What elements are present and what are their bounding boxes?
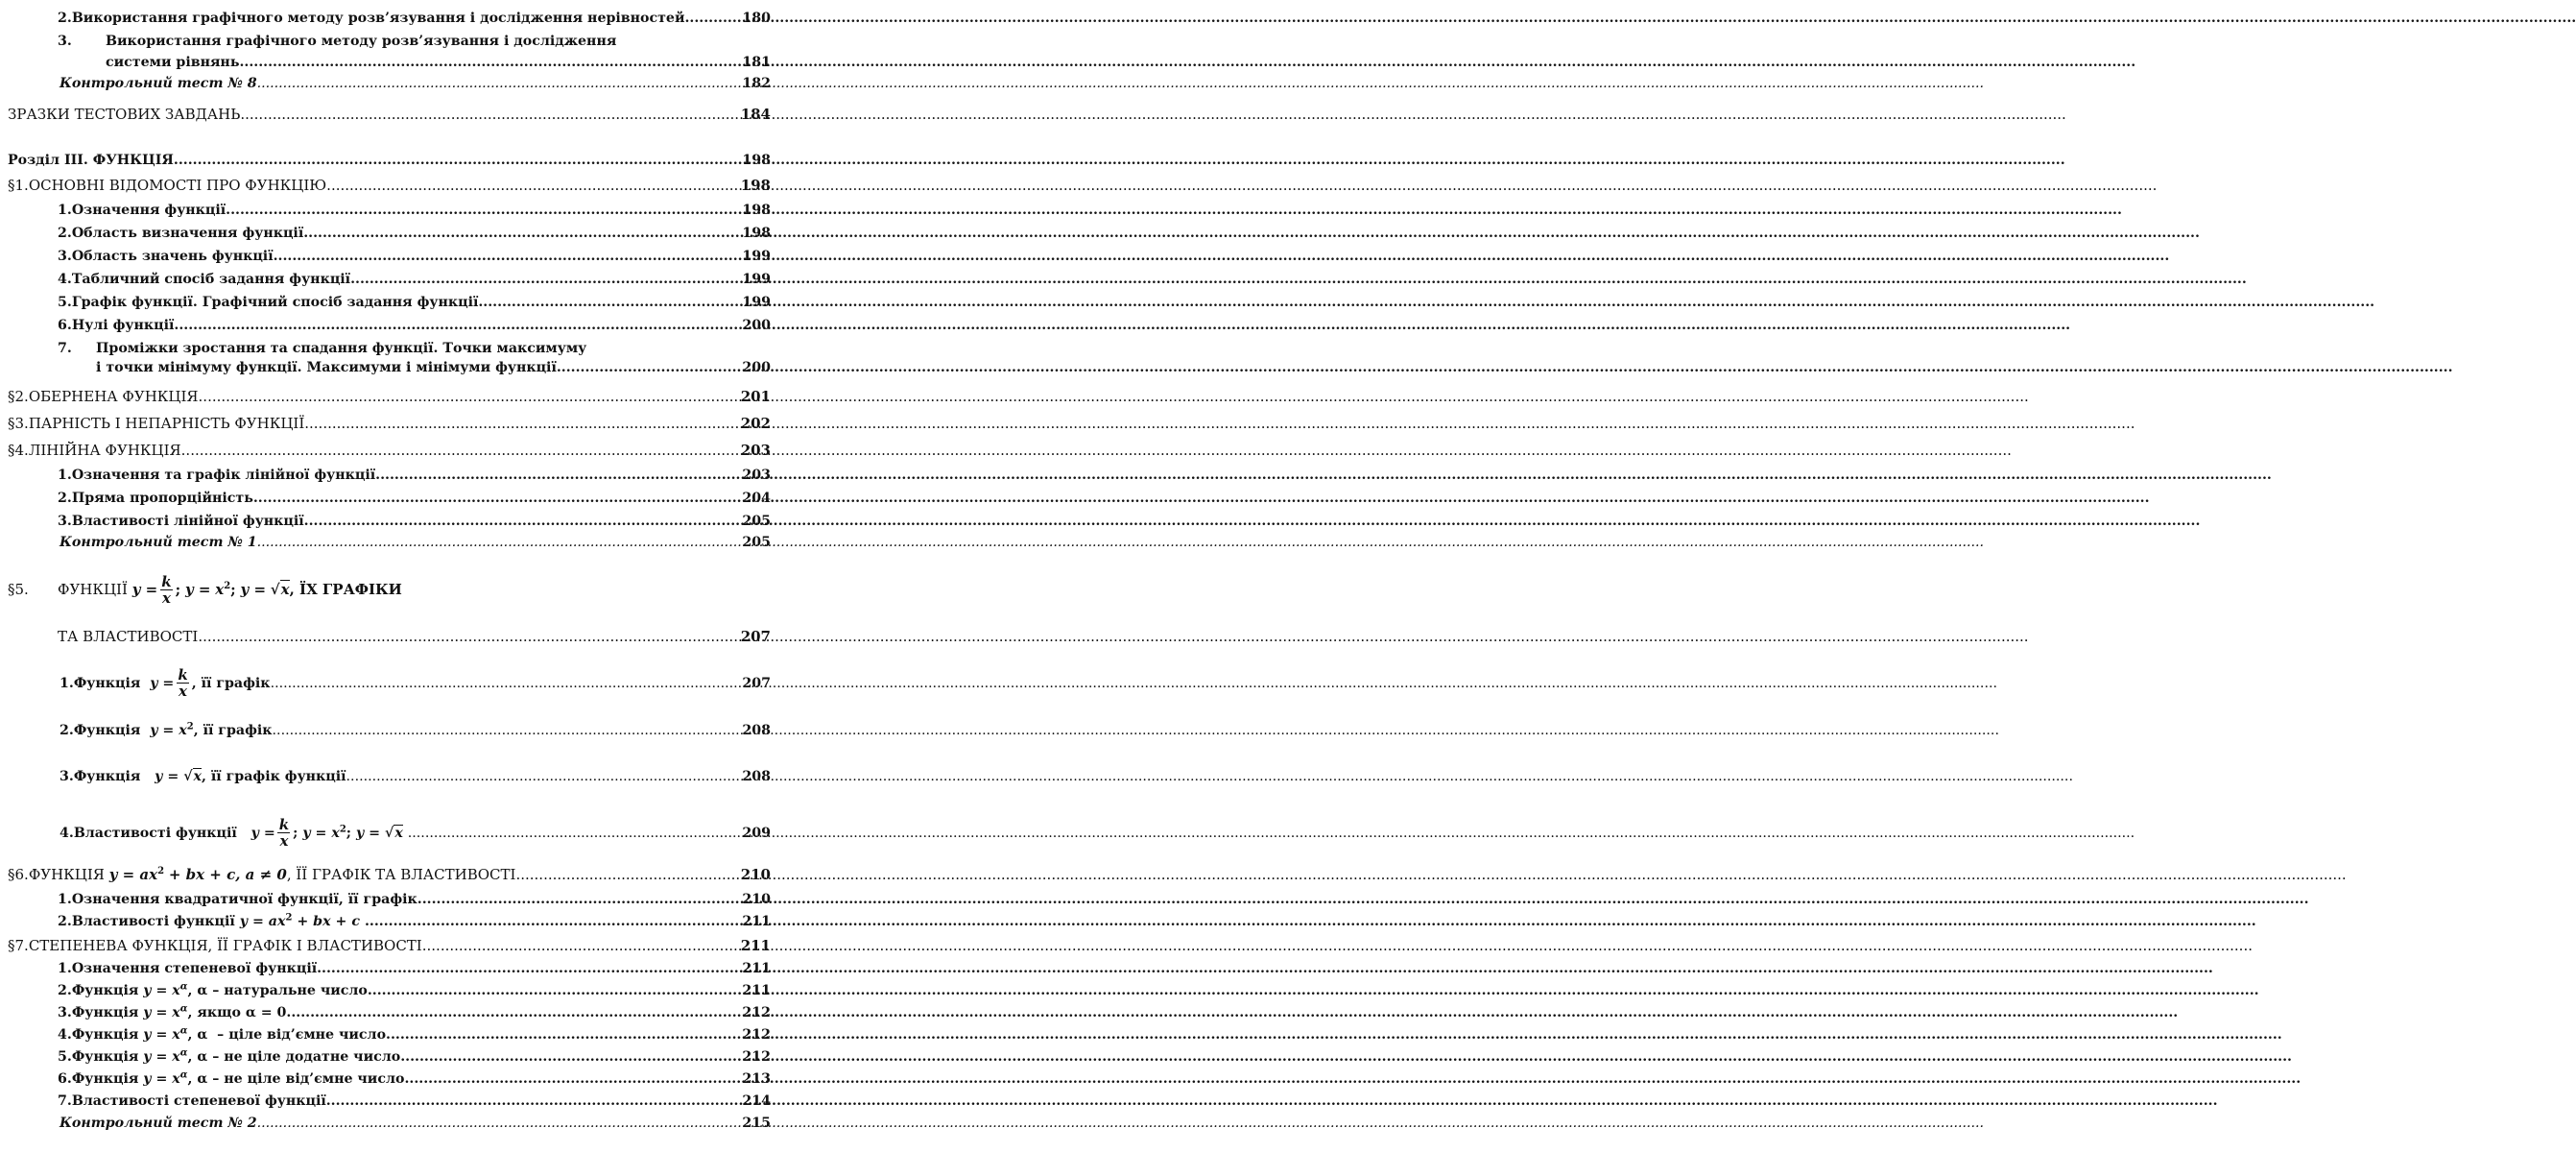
entry-title-after: , її графік функції [202,769,346,784]
entry-title: ФУНКЦІЇ [58,581,128,598]
entry-title: Графік функції. Графічний спосіб задання функції. [71,295,484,310]
entry-title: Область визначення функції. [71,226,309,241]
page-number: 201 [740,388,771,405]
toc-entry[interactable] [58,248,771,265]
toc-entry[interactable]: 1. Функція y = $\frac{k}{x}$ , її графік ..... 207 [60,664,771,703]
page-number: 198 [742,203,771,218]
entry-number: §3. [8,415,29,432]
toc-entry[interactable] [8,152,771,169]
toc-entry[interactable] [58,467,771,484]
toc-entry[interactable] [8,442,771,459]
toc-entry[interactable] [58,891,771,908]
entry-number: §5. [8,581,29,598]
entry-title: Функція [71,983,139,998]
page-number: 203 [740,442,771,459]
page-number: 199 [742,295,771,310]
entry-title: СТЕПЕНЕВА ФУНКЦІЯ, ЇЇ ГРАФІК І ВЛАСТИВОСТІ. [28,937,427,954]
entry-number: 2. [60,723,74,738]
toc-entry[interactable]: 3. Функція $y = x^\alpha$, якщо α = 0 ..... 212 [58,1004,771,1021]
entry-title: Властивості степеневої функції [71,1093,326,1109]
entry-number: 2. [58,491,72,506]
entry-title-cont: ТА ВЛАСТИВОСТІ. [58,628,203,645]
entry-number: 7. [58,1093,72,1109]
entry-number: 1. [58,892,72,907]
entry-title: Функція [73,769,141,784]
toc-entry[interactable] [60,1115,771,1132]
toc-entry[interactable]: §6. ФУНКЦІЯ $y = ax^2$ + bx + c, a ≠ 0, ЇЇ ГРАФІК ТА ВЛАСТИВОСТІ. ..... 210 [8,866,771,883]
entry-title: Функція [73,676,141,691]
leader-dots [309,513,742,530]
toc-entry[interactable] [58,960,771,977]
sqrt-x: √x [385,826,403,841]
entry-number: 2. [58,11,72,26]
entry-title-after: , ЇХ ГРАФІКИ [289,581,402,598]
toc-entry[interactable] [58,271,771,288]
entry-title: ФУНКЦІЯ [28,866,105,883]
toc-entry[interactable] [58,202,771,219]
entry-title-after: , її графік [191,676,271,691]
leader-dots [380,467,741,484]
toc-entry[interactable]: 4. Властивості функції y = $\frac{k}{x}$ ; $y = x^2$; y = √x ..... 209 [60,814,771,852]
toc-entry[interactable]: 4. Функція $y = x^\alpha$, α – ціле від’ємне число. ..... 212 [58,1026,771,1044]
entry-title: Функція [71,1027,139,1043]
leader-dots [520,866,739,883]
entry-title: ОСНОВНІ ВІДОМОСТІ ПРО ФУНКЦІЮ. [28,177,331,194]
leader-dots [185,442,739,459]
entry-number: 3. [58,34,72,49]
toc-entry-line1[interactable]: §5. ФУНКЦІЇ y = $\frac{k}{x}$ ; $y = x^2$; y = √x, ЇХ ГРАФІКИ [8,570,402,609]
page-number: 212 [742,1005,771,1020]
leader-dots [240,106,739,123]
entry-number: 1. [58,203,72,218]
toc-entry[interactable] [60,534,771,551]
leader-dots [427,937,740,954]
page-number: 184 [740,106,771,123]
leader-dots [391,1026,741,1044]
leader-dots [684,10,741,27]
page-number: 212 [742,1027,771,1043]
entry-number: 5. [58,295,72,310]
entry-number: §2. [8,388,29,405]
leader-dots [368,982,742,999]
entry-title: Функція [73,723,141,738]
entry-number: 1. [58,468,72,483]
entry-title: Контрольний тест № 8 [60,76,257,91]
entry-title: Проміжки зростання та спадання функції. Точки максимуму [96,341,587,356]
toc-entry[interactable] [58,490,771,507]
toc-entry[interactable]: 2. Функція $y = x^2$, її графік ..... 208 [60,722,771,739]
page-number: 200 [742,318,771,333]
page-number: 211 [742,961,771,976]
leader-dots [244,54,741,71]
toc-entry-line1[interactable] [58,33,616,50]
toc-entry[interactable] [58,513,771,530]
leader-dots [326,1092,742,1110]
leader-dots [355,271,741,288]
entry-number: 3. [58,249,72,264]
entry-number: 2. [58,226,72,241]
entry-title-after: , ЇЇ ГРАФІК ТА ВЛАСТИВОСТІ. [286,866,521,883]
fraction-k-over-x: $\frac{k}{x}$ [178,666,188,700]
entry-number: 3. [58,514,72,529]
page-number: 209 [742,826,771,841]
entry-title: Властивості функції [73,826,237,841]
page-number: 203 [742,468,771,483]
sqrt-x: √x [270,581,290,598]
entry-title-after: якщо [197,1005,241,1020]
page-number: 207 [742,676,771,691]
leader-dots [257,1115,742,1132]
entry-title: Функція [71,1005,139,1020]
leader-dots [309,415,740,432]
leader-dots [230,202,741,219]
entry-title: Функція [71,1049,139,1065]
entry-title: Нулі функції. [71,318,179,333]
toc-entry[interactable] [58,294,771,311]
leader-dots [331,177,740,194]
entry-title-after: не ціле від’ємне число. [224,1071,410,1087]
toc-entry[interactable] [8,937,771,954]
entry-number: 4. [60,826,74,841]
page-number: 213 [742,1071,771,1087]
leader-dots [322,960,741,977]
entry-title: Область значень функції. [71,249,278,264]
page-number: 210 [740,866,771,883]
toc-entry[interactable] [96,359,771,376]
entry-number: 6. [58,1071,72,1087]
leader-dots [408,814,742,852]
page-number: 215 [742,1116,771,1131]
leader-dots [258,490,742,507]
page-number: 210 [742,892,771,907]
toc-entry[interactable] [8,177,771,194]
entry-title: Контрольний тест № 1 [60,535,257,550]
entry-title: Пряма пропорційність. [71,491,258,506]
entry-number: 1. [60,676,74,691]
page-number: 212 [742,1049,771,1065]
page-number: 211 [742,914,771,929]
entry-number: 6. [58,318,72,333]
entry-title: ЛІНІЙНА ФУНКЦІЯ. [28,442,186,459]
entry-title-after: ціле від’ємне число. [228,1027,391,1043]
entry-title: ЗРАЗКИ ТЕСТОВИХ ЗАВДАНЬ [8,106,241,123]
entry-title: Означення функції. [71,203,231,218]
toc-entry[interactable] [58,225,771,242]
fraction-k-over-x: $\frac{k}{x}$ [161,573,172,607]
entry-title: ОБЕРНЕНА ФУНКЦІЯ. [28,388,203,405]
leader-dots [203,628,740,645]
toc-entry[interactable] [8,106,771,123]
entry-number: 2. [58,914,72,929]
page-number: 211 [740,937,771,954]
entry-title: Означення степеневої функції. [71,961,322,976]
page-number: 198 [742,153,771,168]
toc-entry[interactable] [58,628,771,645]
entry-number: 4. [58,1027,72,1043]
page-number: 214 [742,1093,771,1109]
entry-title: Контрольний тест № 2 [60,1116,257,1131]
leader-dots [174,152,741,169]
math-y-eq: y = [131,581,158,598]
entry-title: Використання графічного методу розв’язування і дослідження [106,34,617,49]
leader-dots [179,317,741,334]
entry-title: Використання графічного методу розв’язування і дослідження нерівностей [71,11,685,26]
table-of-contents [0,0,782,1152]
page-number: 181 [742,55,771,70]
leader-dots [286,1004,741,1021]
page-number: 205 [742,514,771,529]
toc-entry[interactable]: 6. Функція $y = x^\alpha$, α – не ціле від’ємне число. ..... 213 [58,1070,771,1088]
entry-title: Властивості функції [71,914,235,929]
entry-title: ПАРНІСТЬ І НЕПАРНІСТЬ ФУНКЦІЇ. [28,415,310,432]
leader-dots [271,664,742,703]
page-number: 208 [742,723,771,738]
page-number: 207 [740,628,771,645]
page-number: 182 [742,76,771,91]
leader-dots [409,1070,741,1088]
entry-number: 1. [58,961,72,976]
leader-dots [257,75,742,92]
entry-number: §7. [8,937,29,954]
page-number: 205 [742,535,771,550]
page-number: 211 [742,983,771,998]
page-number: 198 [742,226,771,241]
leader-dots [417,891,742,908]
entry-number: 5. [58,1049,72,1065]
page-number: 199 [742,249,771,264]
entry-title-cont: і точки мінімуму функції. Максимуми і мінімуми функції. [96,360,561,375]
sqrt-x: √x [183,769,202,784]
page-number: 198 [740,177,771,194]
leader-dots [483,294,741,311]
page-number: 202 [740,415,771,432]
entry-number: 3. [60,769,74,784]
toc-entry[interactable] [60,75,771,92]
toc-entry[interactable]: 3. Функція y = √x, її графік функції ..... 208 [60,768,771,785]
page-number: 200 [742,360,771,375]
page-number: 199 [742,272,771,287]
page-number: 204 [742,491,771,506]
toc-entry[interactable] [8,388,771,405]
leader-dots [346,768,742,785]
toc-entry[interactable] [58,317,771,334]
fraction-k-over-x: $\frac{k}{x}$ [278,816,290,850]
entry-title-after: не ціле додатне число [224,1049,401,1065]
entry-title: Табличний спосіб задання функції. [71,272,356,287]
toc-entry[interactable] [8,415,771,432]
page-number: 180 [742,11,771,26]
entry-number: 7. [58,341,72,356]
entry-number: §1. [8,177,29,194]
entry-title-after: натуральне число [224,983,368,998]
leader-dots [257,534,742,551]
leader-dots [365,913,741,930]
toc-entry-line1[interactable] [58,340,586,357]
entry-number: 2. [58,983,72,998]
leader-dots [308,225,741,242]
leader-dots [278,248,742,265]
leader-dots [400,1048,741,1066]
entry-number: §4. [8,442,29,459]
toc-entry[interactable] [58,10,771,27]
toc-entry[interactable]: 2. Функція $y = x^\alpha$, α – натуральне число ..... 211 [58,982,771,999]
entry-title: Властивості лінійної функції. [71,514,309,529]
entry-title-cont: системи рівнянь. [106,55,245,70]
toc-entry[interactable] [106,54,771,71]
entry-number: 3. [58,1005,72,1020]
toc-entry[interactable]: 5. Функція $y = x^\alpha$, α – не ціле додатне число ..... 212 [58,1048,771,1066]
entry-title-after: , її графік [193,723,273,738]
toc-entry[interactable]: 2. Властивості функції $y = ax^2$ + bx + c ..... 211 [58,913,771,930]
entry-number: 4. [58,272,72,287]
entry-title: Означення та графік лінійної функції. [71,468,381,483]
toc-entry[interactable] [58,1092,771,1110]
leader-dots [273,722,742,739]
leader-dots [561,359,742,376]
page-number: 208 [742,769,771,784]
entry-number: §6. [8,866,29,883]
entry-title: Означення квадратичної функції, її графік [71,892,417,907]
leader-dots [203,388,739,405]
entry-title: Розділ III. ФУНКЦІЯ [8,153,174,168]
entry-title: Функція [71,1071,139,1087]
